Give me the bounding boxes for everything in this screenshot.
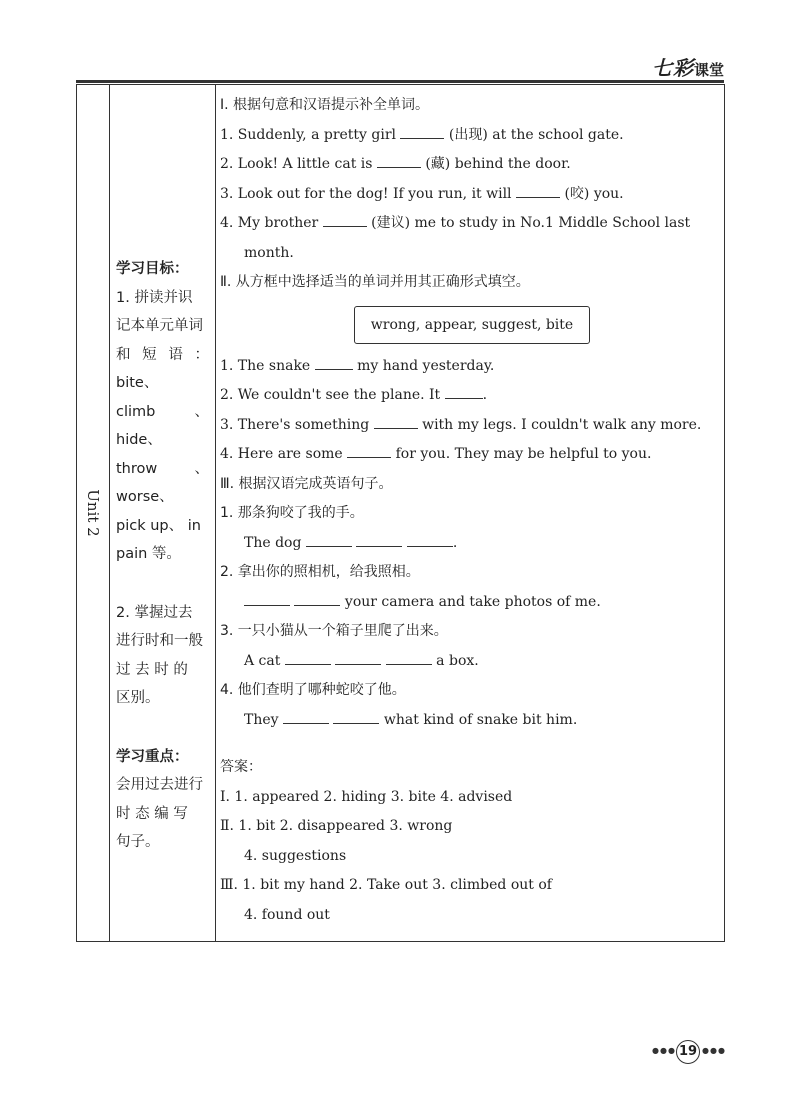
- answer-blank[interactable]: [407, 532, 453, 547]
- question-continuation: month.: [244, 244, 294, 261]
- dots-decoration: ●●●: [702, 1046, 726, 1055]
- answer-blank[interactable]: [335, 650, 381, 665]
- answer-blank[interactable]: [333, 709, 379, 724]
- answer-blank[interactable]: [244, 591, 290, 606]
- key-point-line: 时 态 编 写: [116, 805, 188, 822]
- answer-line: 4. suggestions: [244, 847, 347, 864]
- answer-blank[interactable]: [445, 384, 483, 399]
- objective-line: pick up、 in: [116, 517, 201, 534]
- objectives-heading: 学习目标：: [116, 261, 189, 277]
- word-box: wrong, appear, suggest, bite: [354, 306, 590, 344]
- answer-blank[interactable]: [294, 591, 340, 606]
- question-english: A cat a box.: [220, 647, 724, 677]
- objective-line: 1. 拼读并识: [116, 289, 193, 306]
- answer-line: Ⅰ. 1. appeared 2. hiding 3. bite 4. advised: [220, 788, 513, 805]
- objective-line: 记本单元单词: [116, 318, 203, 334]
- key-point-line: 会用过去进行: [116, 777, 203, 793]
- question-english: The dog .: [220, 529, 724, 559]
- question: 4. Here are some for you. They may be helpful to you.: [220, 440, 724, 470]
- page-number: [646, 1040, 726, 1062]
- key-points-heading: 学习重点：: [116, 748, 189, 765]
- question: 1. The snake my hand yesterday.: [220, 352, 724, 382]
- lesson-table: [76, 84, 725, 942]
- question-chinese: 1. 那条狗咬了我的手。: [220, 505, 364, 521]
- answer-line: Ⅱ. 1. bit 2. disappeared 3. wrong: [220, 818, 453, 834]
- objective-line: 区别。: [116, 690, 160, 706]
- question: 2. Look! A little cat is (藏) behind the door.: [220, 150, 724, 180]
- unit-label: Unit 2: [84, 489, 102, 537]
- unit-cell: [77, 85, 110, 942]
- section3-title: Ⅲ. 根据汉语完成英语句子。: [220, 475, 393, 492]
- objective-line: pain 等。: [116, 546, 181, 562]
- question-chinese: 3. 一只小猫从一个箱子里爬了出来。: [220, 623, 448, 639]
- answer-blank[interactable]: [323, 212, 367, 227]
- question-english: They what kind of snake bit him.: [220, 706, 724, 736]
- answer-blank[interactable]: [386, 650, 432, 665]
- key-point-line: 句子。: [116, 834, 160, 850]
- answer-blank[interactable]: [377, 153, 421, 168]
- answer-blank[interactable]: [374, 414, 418, 429]
- answer-line: 4. found out: [244, 906, 330, 923]
- answers-title: 答案：: [220, 759, 262, 775]
- objective-line: climb、 hide、: [116, 403, 209, 448]
- answer-blank[interactable]: [306, 532, 352, 547]
- question: 4. My brother (建议) me to study in No.1 Middle School last: [220, 209, 724, 239]
- page-number-value: 19: [676, 1040, 700, 1064]
- section2-title: Ⅱ. 从方框中选择适当的单词并用其正确形式填空。: [220, 274, 530, 290]
- answers-block: [220, 753, 724, 930]
- objective-line: 和短语：bite、: [116, 346, 209, 391]
- brand-subtitle: 课堂: [693, 61, 724, 79]
- brand-title: 七彩: [651, 56, 694, 80]
- objective-line: 进行时和一般: [116, 633, 203, 649]
- header-rule: [76, 80, 724, 83]
- question: 3. There's something with my legs. I couldn't walk any more.: [220, 411, 724, 441]
- question-chinese: 2. 拿出你的照相机，给我照相。: [220, 564, 420, 580]
- brand-logo: [652, 52, 724, 81]
- exercise-cell: [216, 85, 725, 942]
- answer-blank[interactable]: [516, 183, 560, 198]
- answer-blank[interactable]: [283, 709, 329, 724]
- question: 2. We couldn't see the plane. It .: [220, 381, 724, 411]
- objective-line: 2. 掌握过去: [116, 604, 193, 621]
- answer-blank[interactable]: [356, 532, 402, 547]
- question-chinese: 4. 他们查明了哪种蛇咬了他。: [220, 682, 406, 698]
- question: 3. Look out for the dog! If you run, it will (咬) you.: [220, 180, 724, 210]
- answer-line: Ⅲ. 1. bit my hand 2. Take out 3. climbed out of: [220, 877, 552, 893]
- section1-title: Ⅰ. 根据句意和汉语提示补全单词。: [220, 97, 430, 113]
- answer-blank[interactable]: [285, 650, 331, 665]
- answer-blank[interactable]: [315, 355, 353, 370]
- objective-line: throw、worse、: [116, 460, 209, 505]
- question: 1. Suddenly, a pretty girl (出现) at the school gate.: [220, 121, 724, 151]
- answer-blank[interactable]: [347, 443, 391, 458]
- answer-blank[interactable]: [400, 124, 444, 139]
- objective-line: 过 去 时 的: [116, 661, 188, 678]
- question-english: your camera and take photos of me.: [220, 588, 724, 618]
- objectives-cell: [110, 85, 216, 942]
- dots-decoration: ●●●: [652, 1046, 676, 1055]
